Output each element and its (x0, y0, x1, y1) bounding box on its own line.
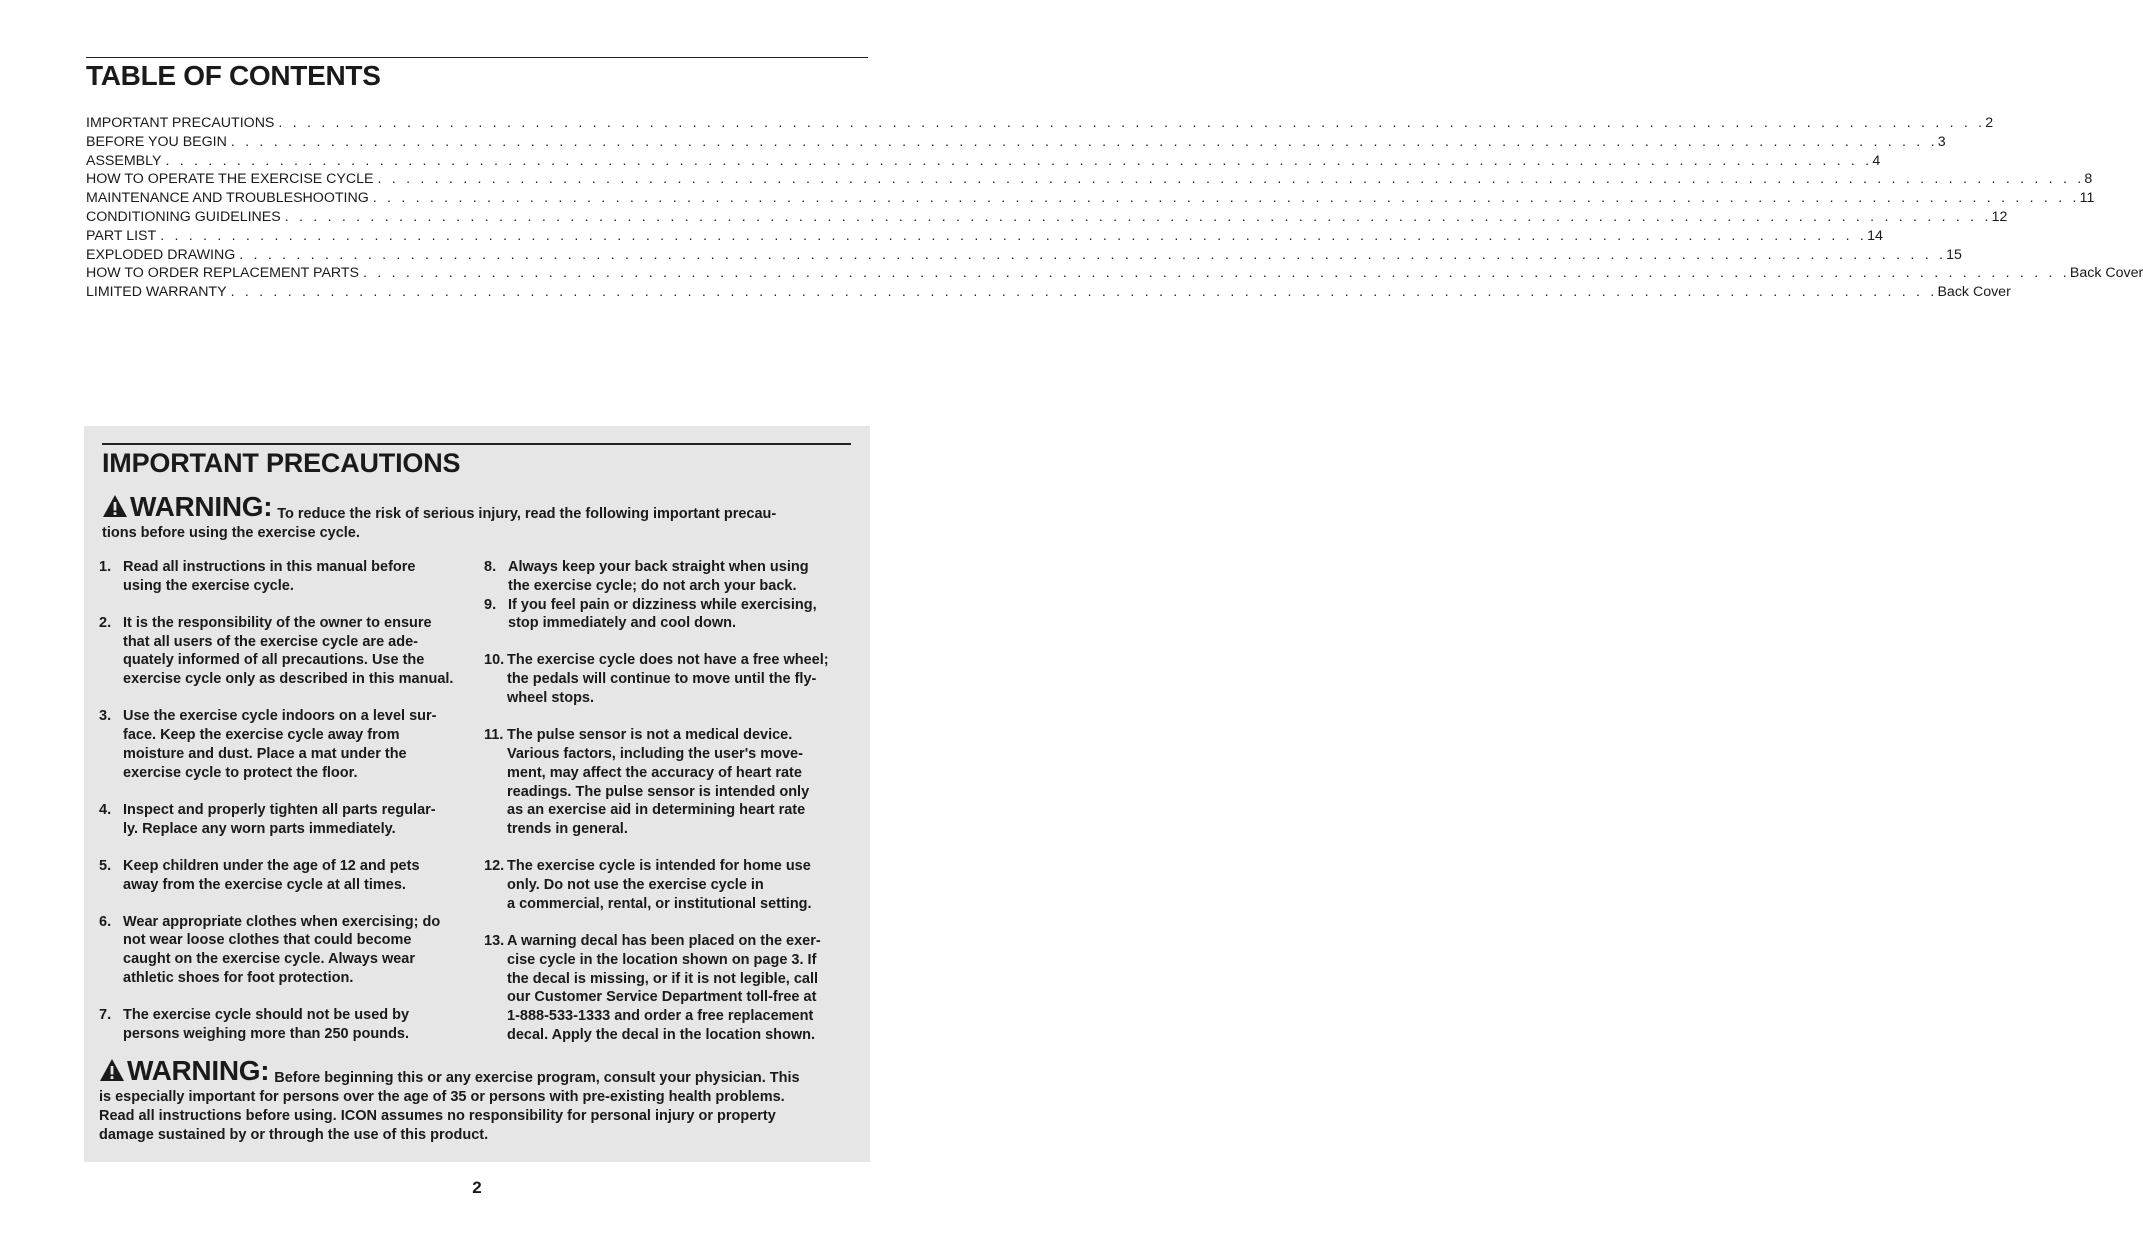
precaution-item (484, 857, 864, 913)
panel-divider (102, 443, 851, 445)
precaution-number: 1. (99, 559, 112, 575)
precaution-item (99, 558, 479, 596)
toc-dot-leader: . . . . . . . . . . . . . . . . . . . . . . . . . . . . . . . . . . . . . . . . . . . . . . . . . . . . . . . . . . . . . . . . . . . . . . . . . . . . . . . . . . . . . . . . . . . . . . . . . . . . . . . . . . . . . . . . . . . . . . . . (278, 115, 1986, 131)
precaution-line: Keep children under the age of 12 and pets (123, 857, 420, 874)
precaution-line: stop immediately and cool down. (508, 615, 736, 632)
toc-dot-leader: . . . . . . . . . . . . . . . . . . . . . . . . . . . . . . . . . . . . . . . . . . . . . . . . . . . . . . . . . . . . . . . . . . . . . . . . . . . . . . . . . . . . . . . . . . . . . . . . . . . . . . . . . . . . . . . . . . . . . . . . (230, 133, 1938, 150)
warning-label: WARNING: (130, 490, 273, 522)
precaution-number: 13. (484, 932, 505, 949)
precaution-number: 11. (484, 727, 504, 744)
toc-title: TABLE OF CONTENTS (86, 60, 381, 91)
precaution-number: 3. (99, 708, 112, 725)
toc-entry-label: EXPLODED DRAWING (86, 246, 236, 263)
precaution-item (484, 558, 864, 596)
precaution-line: exercise cycle to protect the floor. (123, 764, 358, 781)
toc-entry-label: IMPORTANT PRECAUTIONS (86, 115, 275, 131)
toc-dot-leader: . . . . . . . . . . . . . . . . . . . . . . . . . . . . . . . . . . . . . . . . . . . . . . . . . . . . . . . . . . . . . . . . . . . . . . . . . . . . . . . . . . . . . . . . . . . . . . . . . . . . . . . . . . . . . . . . . . . . . . . . (377, 171, 2085, 188)
toc-entry[interactable] (86, 114, 1994, 133)
top-divider (86, 57, 868, 58)
precaution-line: trends in general. (507, 821, 628, 838)
toc-entry-label: HOW TO OPERATE THE EXERCISE CYCLE (86, 171, 374, 188)
precaution-line: The exercise cycle is intended for home use (507, 858, 811, 875)
precaution-line: The pulse sensor is not a medical device. (507, 727, 793, 744)
precaution-line: Use the exercise cycle indoors on a level sur- (123, 708, 437, 725)
toc-entry-label: CONDITIONING GUIDELINES (86, 208, 281, 225)
precaution-text (508, 596, 864, 634)
precaution-item (99, 913, 479, 988)
warning-intro-text: To reduce the risk of serious injury, read the following important precau- (277, 506, 777, 522)
precaution-text (507, 932, 864, 1045)
precaution-text (123, 801, 479, 839)
toc-entry-page: 8 (2084, 171, 2093, 188)
toc-entry-label: ASSEMBLY (86, 152, 162, 169)
precaution-item (484, 596, 864, 634)
toc-entry[interactable] (86, 170, 2093, 189)
precaution-item (484, 932, 864, 1045)
precaution-text (507, 726, 864, 839)
toc-entry-label: LIMITED WARRANTY (86, 284, 227, 301)
precautions-left-column (99, 558, 479, 1044)
precaution-item (484, 726, 864, 839)
precautions-title: IMPORTANT PRECAUTIONS (102, 448, 461, 478)
precaution-number: 2. (99, 614, 112, 631)
precaution-line: Inspect and properly tighten all parts regular- (123, 801, 436, 818)
precaution-number: 5. (99, 857, 112, 874)
toc-entry-page: Back Cover (2069, 265, 2143, 282)
precaution-number: 4. (99, 801, 112, 818)
toc-dot-leader: . . . . . . . . . . . . . . . . . . . . . . . . . . . . . . . . . . . . . . . . . . . . . . . . . . . . . . . . . . . . . . . . . . . . . . . . . . . . . . . . . . . . . . . . . . . . . . . . . . . . . . . . . . . . . . . . . . . . . . . . (230, 284, 1938, 301)
final-warning-text: Before beginning this or any exercise program, consult your physician. This (274, 1070, 800, 1086)
toc-entry[interactable] (86, 152, 1881, 171)
precaution-line: moisture and dust. Place a mat under the (123, 745, 407, 762)
precaution-text (123, 614, 479, 689)
precaution-line: It is the responsibility of the owner to ensure (123, 614, 432, 631)
final-warning-label: WARNING: (127, 1054, 270, 1086)
precaution-item (99, 801, 479, 839)
toc-dot-leader: . . . . . . . . . . . . . . . . . . . . . . . . . . . . . . . . . . . . . . . . . . . . . . . . . . . . . . . . . . . . . . . . . . . . . . . . . . . . . . . . . . . . . . . . . . . . . . . . . . . . . . . . . . . . . . . . . . . . . . . . (165, 152, 1873, 169)
toc-entry-page: 15 (1946, 246, 1962, 263)
precautions-right-column (484, 558, 864, 1063)
precaution-line: readings. The pulse sensor is intended only (507, 783, 810, 800)
precaution-line: the exercise cycle; do not arch your back. (508, 577, 797, 594)
toc-entry[interactable] (86, 264, 2143, 283)
final-warning-text: damage sustained by or through the use of this product. (99, 1127, 489, 1143)
toc-entry[interactable] (86, 189, 2095, 208)
toc-entry[interactable] (86, 133, 1946, 152)
precaution-line: the decal is missing, or if it is not legible, call (507, 970, 819, 987)
toc-entry-page: 14 (1867, 227, 1883, 244)
precaution-item (99, 1006, 479, 1044)
toc-entry-page: 2 (1985, 115, 1994, 131)
intro-warning (102, 490, 862, 543)
warning-triangle-icon (99, 1058, 125, 1082)
precaution-line: A warning decal has been placed on the exer- (507, 932, 821, 949)
precaution-line: The exercise cycle does not have a free wheel; (507, 652, 829, 669)
toc-entry-page: 3 (1937, 133, 1946, 150)
precaution-line: as an exercise aid in determining heart rate (507, 802, 806, 819)
final-warning-text: is especially important for persons over the age of 35 or persons with pre-existing health problems. (99, 1089, 785, 1105)
precaution-line: persons weighing more than 250 pounds. (123, 1025, 410, 1042)
precaution-line: away from the exercise cycle at all times. (123, 876, 406, 893)
final-warning (99, 1054, 864, 1145)
precaution-number: 8. (484, 559, 497, 575)
toc-entry-label: PART LIST (86, 227, 157, 244)
precaution-line: athletic shoes for foot protection. (123, 970, 354, 987)
precaution-text (508, 558, 864, 596)
precaution-line: our Customer Service Department toll-free at (507, 989, 817, 1006)
toc-entry-label: BEFORE YOU BEGIN (86, 133, 227, 150)
precaution-line: face. Keep the exercise cycle away from (123, 727, 400, 744)
precaution-text (123, 1006, 479, 1044)
toc-entry-label: HOW TO ORDER REPLACEMENT PARTS (86, 265, 360, 282)
toc-dot-leader: . . . . . . . . . . . . . . . . . . . . . . . . . . . . . . . . . . . . . . . . . . . . . . . . . . . . . . . . . . . . . . . . . . . . . . . . . . . . . . . . . . . . . . . . . . . . . . . . . . . . . . . . . . . . . . . . . . . . . . . . (239, 246, 1947, 263)
precaution-number: 12. (484, 858, 505, 875)
precaution-line: cise cycle in the location shown on page 3. If (507, 951, 817, 968)
toc-list (86, 114, 2143, 302)
precautions-panel (84, 426, 870, 1162)
precaution-number: 7. (99, 1007, 112, 1024)
toc-entry[interactable] (86, 283, 2011, 302)
precaution-line: ment, may affect the accuracy of heart rate (507, 764, 802, 781)
precaution-line: not wear loose clothes that could become (123, 932, 412, 949)
precaution-item (99, 857, 479, 895)
precaution-text (507, 857, 864, 913)
precaution-text (123, 707, 479, 782)
precaution-line: Wear appropriate clothes when exercising; do (123, 913, 441, 930)
precaution-text (123, 558, 479, 596)
toc-entry[interactable] (86, 208, 2008, 227)
toc-entry-page: 12 (1991, 208, 2008, 225)
toc-entry-page: 11 (2079, 190, 2095, 207)
precaution-line: Various factors, including the user's move- (507, 745, 803, 762)
precaution-line: The exercise cycle should not be used by (123, 1007, 410, 1024)
toc-entry[interactable] (86, 246, 1962, 265)
precaution-line: exercise cycle only as described in this manual. (123, 671, 454, 688)
precaution-line: decal. Apply the decal in the location shown. (507, 1026, 816, 1043)
precaution-line: using the exercise cycle. (123, 577, 294, 594)
precaution-line: caught on the exercise cycle. Always wear (123, 951, 416, 968)
precaution-number: 6. (99, 913, 112, 930)
precaution-line: Always keep your back straight when using (508, 559, 809, 575)
toc-entry[interactable] (86, 227, 1883, 246)
precaution-line: that all users of the exercise cycle are ade- (123, 633, 418, 650)
page-number: 2 (472, 1178, 482, 1197)
toc-dot-leader: . . . . . . . . . . . . . . . . . . . . . . . . . . . . . . . . . . . . . . . . . . . . . . . . . . . . . . . . . . . . . . . . . . . . . . . . . . . . . . . . . . . . . . . . . . . . . . . . . . . . . . . . . . . . . . . . . . . . . . . . (372, 190, 2080, 207)
toc-dot-leader: . . . . . . . . . . . . . . . . . . . . . . . . . . . . . . . . . . . . . . . . . . . . . . . . . . . . . . . . . . . . . . . . . . . . . . . . . . . . . . . . . . . . . . . . . . . . . . . . . . . . . . . . . . . . . . . . . . . . . . . . (284, 208, 1992, 225)
precaution-text (123, 857, 479, 895)
toc-entry-page: 4 (1872, 152, 1881, 169)
toc-dot-leader: . . . . . . . . . . . . . . . . . . . . . . . . . . . . . . . . . . . . . . . . . . . . . . . . . . . . . . . . . . . . . . . . . . . . . . . . . . . . . . . . . . . . . . . . . . . . . . . . . . . . . . . . . . . . . . . . . . . . . . . . (363, 265, 2070, 282)
precaution-number: 9. (484, 596, 497, 613)
precaution-line: If you feel pain or dizziness while exercising, (508, 596, 817, 613)
toc-entry-page: Back Cover (1937, 284, 2011, 301)
warning-triangle-icon (102, 494, 128, 518)
precaution-text (123, 913, 479, 988)
precaution-line: Read all instructions in this manual before (123, 559, 416, 575)
precaution-item (99, 707, 479, 782)
toc-entry-label: MAINTENANCE AND TROUBLESHOOTING (86, 190, 369, 207)
precaution-line: the pedals will continue to move until the fly- (507, 671, 817, 688)
precaution-item (484, 651, 864, 707)
final-warning-text: Read all instructions before using. ICON assumes no responsibility for personal injury or property (99, 1108, 776, 1124)
warning-intro-text-cont: tions before using the exercise cycle. (102, 525, 360, 541)
precaution-line: only. Do not use the exercise cycle in (507, 877, 764, 894)
precaution-text (507, 651, 864, 707)
precaution-number: 10. (484, 652, 505, 669)
precaution-line: 1-888-533-1333 and order a free replacement (507, 1008, 814, 1025)
precaution-line: ly. Replace any worn parts immediately. (123, 820, 396, 837)
precaution-line: quately informed of all precautions. Use the (123, 652, 425, 669)
precaution-item (99, 614, 479, 689)
toc-dot-leader: . . . . . . . . . . . . . . . . . . . . . . . . . . . . . . . . . . . . . . . . . . . . . . . . . . . . . . . . . . . . . . . . . . . . . . . . . . . . . . . . . . . . . . . . . . . . . . . . . . . . . . . . . . . . . . . . . . . . . . . . (160, 227, 1868, 244)
precaution-line: wheel stops. (507, 690, 595, 707)
precaution-line: a commercial, rental, or institutional setting. (507, 895, 812, 912)
